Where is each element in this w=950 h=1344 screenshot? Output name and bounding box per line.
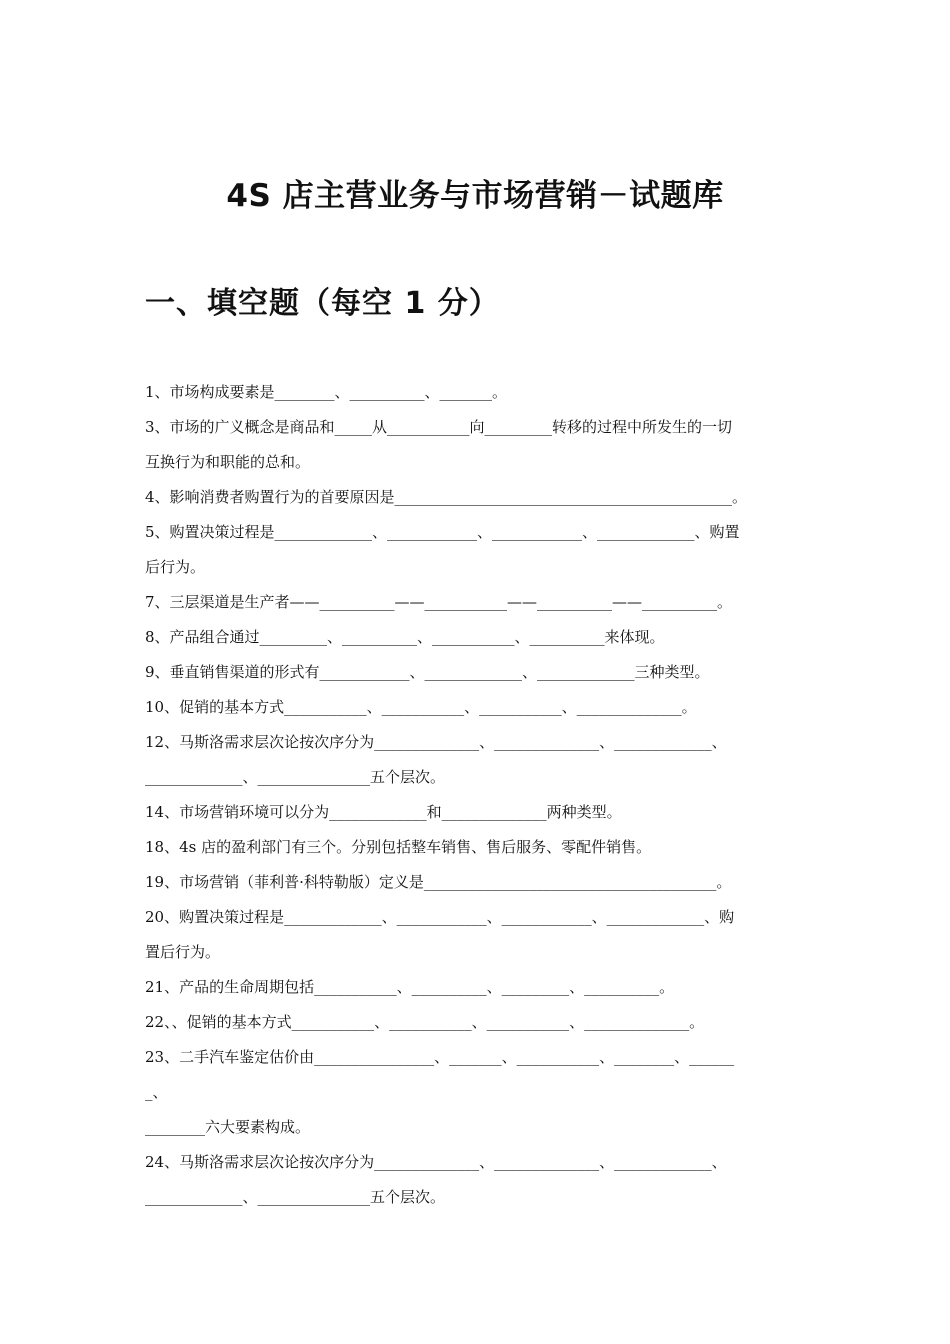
question-line: ________六大要素构成。 bbox=[145, 1118, 311, 1136]
question-line: 5、购置决策过程是_____________、____________、____________、_____________、购置 bbox=[145, 523, 740, 541]
question-list bbox=[145, 375, 810, 1215]
question-line: 21、产品的生命周期包括___________、__________、_________、__________。 bbox=[145, 978, 675, 996]
question-line: 7、三层渠道是生产者——__________——___________——__________——__________。 bbox=[145, 593, 733, 611]
question-line: 8、产品组合通过_________、__________、___________、__________来体现。 bbox=[145, 628, 665, 646]
section-heading: 一、填空题（每空 1 分） bbox=[145, 286, 500, 321]
question-line: 互换行为和职能的总和。 bbox=[145, 453, 311, 471]
question-line: 19、市场营销（菲利普·科特勒版）定义是_______________________________________。 bbox=[145, 873, 732, 891]
question-line: _、 bbox=[145, 1083, 168, 1101]
question-line: 4、影响消费者购置行为的首要原因是_____________________________________________。 bbox=[145, 488, 748, 506]
question-line: _____________、_______________五个层次。 bbox=[145, 768, 446, 786]
question-line: 24、马斯洛需求层次论按次序分为______________、______________、_____________、 bbox=[145, 1153, 727, 1171]
question-line: 9、垂直销售渠道的形式有____________、_____________、_____________三种类型。 bbox=[145, 663, 710, 681]
question-line: 22、、促销的基本方式___________、___________、___________、______________。 bbox=[145, 1013, 705, 1031]
question-line: 10、促销的基本方式___________、___________、___________、______________。 bbox=[145, 698, 697, 716]
question-line: 23、二手汽车鉴定估价由________________、_______、___________、________、______ bbox=[145, 1048, 735, 1066]
question-line: 1、市场构成要素是________、__________、_______。 bbox=[145, 383, 508, 401]
question-line: 20、购置决策过程是_____________、____________、____________、_____________、购 bbox=[145, 908, 735, 926]
question-line: 后行为。 bbox=[145, 558, 206, 576]
question-line: 置后行为。 bbox=[145, 943, 221, 961]
question-line: _____________、_______________五个层次。 bbox=[145, 1188, 446, 1206]
document-title: 4S 店主营业务与市场营销－试题库 bbox=[226, 178, 724, 214]
question-line: 3、市场的广义概念是商品和_____从___________向_________转移的过程中所发生的一切 bbox=[145, 418, 733, 436]
question-line: 18、4s 店的盈利部门有三个。分别包括整车销售、售后服务、零配件销售。 bbox=[145, 838, 652, 856]
question-line: 14、市场营销环境可以分为_____________和______________两种类型。 bbox=[145, 803, 622, 821]
question-line: 12、马斯洛需求层次论按次序分为______________、______________、_____________、 bbox=[145, 733, 727, 751]
